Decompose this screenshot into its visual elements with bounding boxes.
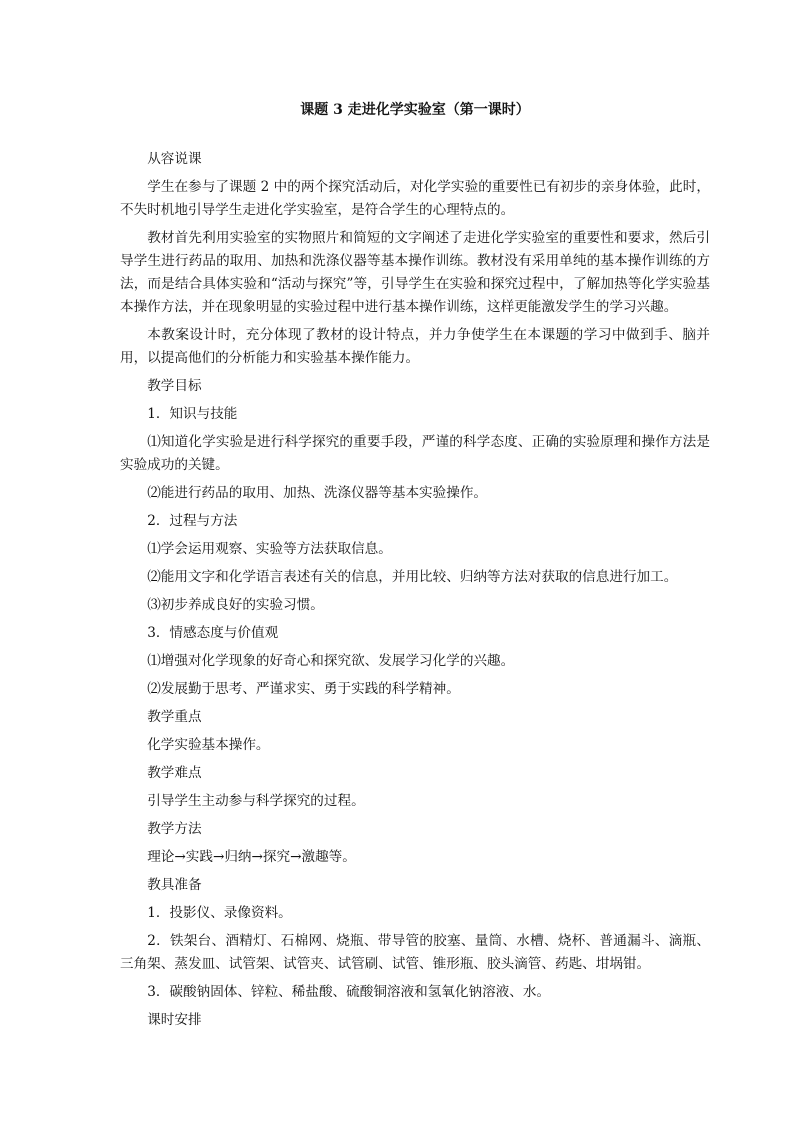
section-heading-methods: 教学方法 bbox=[147, 821, 202, 837]
list-item: ⑵能用文字和化学语言表述有关的信息，并用比较、归纳等方法对获取的信息进行加工。 bbox=[147, 569, 678, 585]
subheading-attitude-values: 3．情感态度与价值观 bbox=[147, 625, 279, 641]
list-item: ⑴增强对化学现象的好奇心和探究欲、发展学习化学的兴趣。 bbox=[147, 653, 515, 669]
section-heading-lesson-talk: 从容说课 bbox=[147, 151, 202, 167]
list-item: ⑵能进行药品的取用、加热、洗涤仪器等基本实验操作。 bbox=[147, 485, 488, 501]
list-item: ⑴学会运用观察、实验等方法获取信息。 bbox=[147, 541, 392, 557]
document-page bbox=[120, 100, 710, 1037]
body-paragraph: 引导学生主动参与科学探究的过程。 bbox=[147, 793, 365, 809]
list-item: 3．碳酸钠固体、锌粒、稀盐酸、硫酸铜溶液和氢氧化钠溶液、水。 bbox=[147, 984, 551, 1000]
section-heading-materials: 教具准备 bbox=[147, 877, 202, 893]
subheading-knowledge-skills: 1．知识与技能 bbox=[147, 406, 238, 422]
body-paragraph: 化学实验基本操作。 bbox=[147, 737, 270, 753]
list-item: ⑴知道化学实验是进行科学探究的重要手段，严谨的科学态度、正确的实验原理和操作方法是实验成功的关键。 bbox=[120, 434, 710, 473]
list-item: ⑶初步养成良好的实验习惯。 bbox=[147, 597, 324, 613]
document-title: 课题 3 走进化学实验室（第一课时） bbox=[300, 102, 530, 118]
section-heading-key-points: 教学重点 bbox=[147, 709, 202, 725]
list-item: 2．铁架台、酒精灯、石棉网、烧瓶、带导管的胶塞、量筒、水槽、烧杯、普通漏斗、滴瓶、三角架、蒸发皿、试管架、试管夹、试管刷、试管、锥形瓶、胶头滴管、药匙、坩埚钳。 bbox=[120, 933, 710, 972]
section-heading-goals: 教学目标 bbox=[147, 378, 202, 394]
subheading-process-method: 2．过程与方法 bbox=[147, 513, 238, 529]
body-paragraph: 教材首先利用实验室的实物照片和简短的文字阐述了走进化学实验室的重要性和要求，然后引导学生进行药品的取用、加热和洗涤仪器等基本操作训练。教材没有采用单纯的基本操作训练的方法，而是结合具体实验和“活动与探究”等，引导学生在实验和探究过程中，了解加热等化学实验基本操作方法，并在现象明显的实验过程中进行基本操作训练，这样更能激发学生的学习兴趣。 bbox=[120, 230, 710, 315]
body-paragraph: 学生在参与了课题 2 中的两个探究活动后，对化学实验的重要性已有初步的亲身体验，此时，不失时机地引导学生走进化学实验室，是符合学生的心理特点的。 bbox=[120, 179, 710, 218]
section-heading-schedule: 课时安排 bbox=[147, 1012, 202, 1028]
body-paragraph: 理论→实践→归纳→探究→激趣等。 bbox=[147, 849, 356, 865]
body-paragraph: 本教案设计时，充分体现了教材的设计特点，并力争使学生在本课题的学习中做到手、脑并用，以提高他们的分析能力和实验基本操作能力。 bbox=[120, 327, 710, 366]
list-item: ⑵发展勤于思考、严谨求实、勇于实践的科学精神。 bbox=[147, 681, 460, 697]
list-item: 1．投影仪、录像资料。 bbox=[147, 905, 292, 921]
section-heading-difficulties: 教学难点 bbox=[147, 765, 202, 781]
